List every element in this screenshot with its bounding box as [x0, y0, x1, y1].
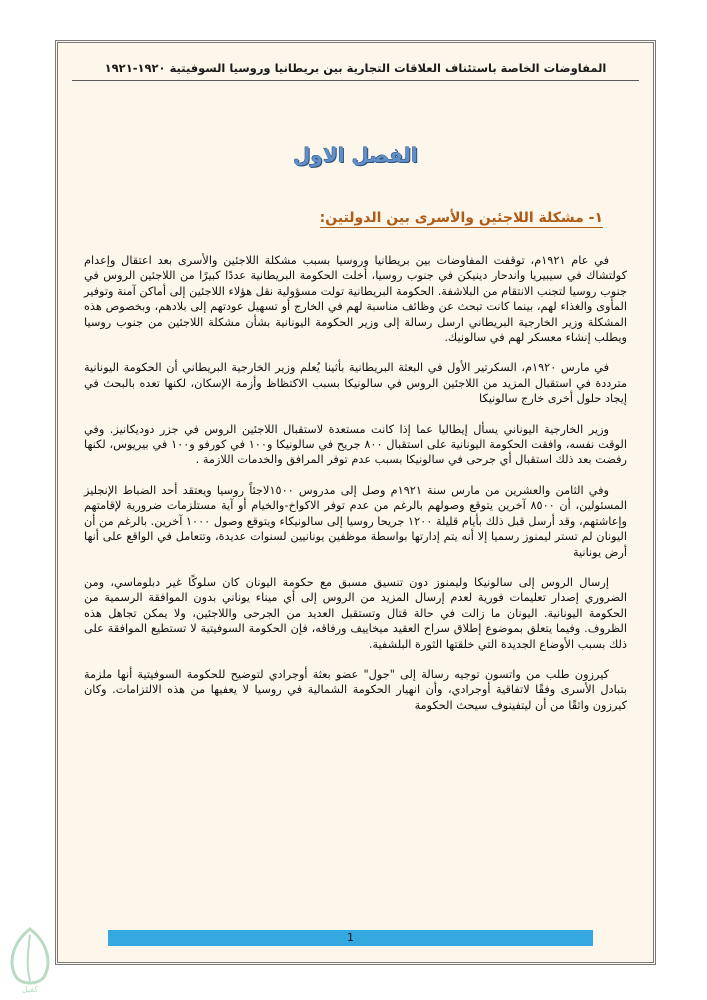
kafeel-logo-watermark — [2, 925, 58, 995]
paragraph: كيرزون طلب من واتسون توجيه رسالة إلى "جول" عضو بعثة أوجرادي لتوضيح للحكومة السوفيتية أنها ملزمة بتبادل الأسرى وفقًا لاتفاقية أوجرادي، وأن انهيار الحكومة الشمالية في روسيا لا يعفيها من هذه الالتزامات. وكان كيرزون واثقًا من أن ليتفينوف سيحث الحكومة — [84, 667, 627, 712]
section-heading: ١- مشكلة اللاجئين والأسرى بين الدولتين: — [319, 210, 603, 226]
page-number: 1 — [347, 931, 354, 944]
paragraph: وزير الخارجية اليوناني يسأل إيطاليا عما إذا كانت مستعدة لاستقبال اللاجئين الروس في جزر دوديكانيز. وفي الوقت نفسه، وافقت الحكومة اليونانية على استقبال ٨٠٠ جريح في سالونيكا و١٠٠ في كورفو و١٠٠ في بيريوس، لكنها رفضت بعد ذلك استقبال أي جرحى في سالونيكا بسبب عدم توفر المرافق والخدمات اللازمة . — [84, 422, 628, 467]
running-header: المفاوضات الخاصة باستئناف العلاقات التجارية بين بريطانيا وروسيا السوفيتية ١٩٢٠-١٩٢١ — [72, 61, 639, 81]
chapter-title: الفصل الاول — [293, 143, 418, 167]
paragraph: في عام ١٩٢١م، توقفت المفاوضات بين بريطانيا وروسيا بسبب مشكلة اللاجئين والأسرى بعد اعتقال وإعدام كولتشاك في سيبيريا واندحار دينيكن في جنوب روسيا، أخلت الحكومة البريطانية عددًا كبيرًا من اللاجئين الروس في جنوب روسيا لتجنب الانتقام من البلاشفة. الحكومة البريطانية تولت مسؤولية نقل هؤلاء اللاجئين إلى أماكن آمنة وتوفير المأوى والغذاء لهم، بينما كانت تبحث عن وظائف مناسبة لهم في الخارج أو تسهيل عودتهم إلى بلادهم، وبخصوص هذه المشكلة وزير الخارجية البريطاني ارسل رسالة إلى وزير الحكومة اليونانية بشأن مشكلة اللاجئين من جنوب روسيا ويطلب إنشاء معسكر لهم في سالونيك. — [84, 254, 627, 345]
paragraph: وفي الثامن والعشرين من مارس سنة ١٩٢١م وصل إلى مدروس ١٥٠٠لاجئاً روسيا ويعتقد أحد الضباط الإنجليز المسئولين، أن ٨٥٠٠ آخرين يتوقع وصولهم بالرغم من عدم توفر الاكواخ-والخيام أو آية مستلزمات ضرورية لإقامتهم وإعاشتهم، وقد أرسل قبل ذلك بأيام قليلة ١٢٠٠ جريحا روسيا إلى سالونيكاء ويتوقع وصول ١٠٠٠ آخرين. بالرغم من أن اليونان لم تستر ليمنوز رسميا إلا أنه يتم إدارتها بواسطة موظفين يونانيين لسنوات عديدة، وتتعامل في الواقع على أنها أرض يونانية — [84, 483, 627, 559]
watermark-label: كفيل — [21, 985, 39, 994]
paragraph: إرسال الروس إلى سالونيكا وليمنوز دون تنسيق مسبق مع حكومة اليونان كان سلوكًا غير دبلوماسي، ومن الضروري إصدار تعليمات فورية لعدم إرسال المزيد من الروس إلى أي ميناء يوناني بدون الموافقة الرسمية من الحكومة اليونانية. اليونان ما زالت في حالة قتال وتستقبل العديد من الجرحى واللاجئين، ولا يمكن تجاهل هذه الظروف. وفيما يتعلق بموضوع إطلاق سراح العقيد ميخاييف ورفاقه، فإن الحكومة السوفيتية لا تستطيع الموافقة على ذلك بسبب الأوضاع الجديدة التي خلقتها الثورة البلشفية. — [84, 575, 627, 651]
document-page — [55, 40, 656, 965]
leaf-vein — [28, 935, 30, 981]
body-text — [84, 253, 627, 728]
footer-bar — [108, 930, 593, 946]
paragraph: في مارس ١٩٢٠م، السكرتير الأول في البعثة البريطانية بأثينا يُعلم وزير الخارجية البريطاني أن الحكومة اليونانية مترددة في استقبال المزيد من اللاجئين الروس في سالونيكا بسبب الاكتظاظ وأزمة الإسكان، لكنها تعده بالبحث في إيجاد حلول أخرى خارج سالونيكا — [84, 361, 627, 406]
